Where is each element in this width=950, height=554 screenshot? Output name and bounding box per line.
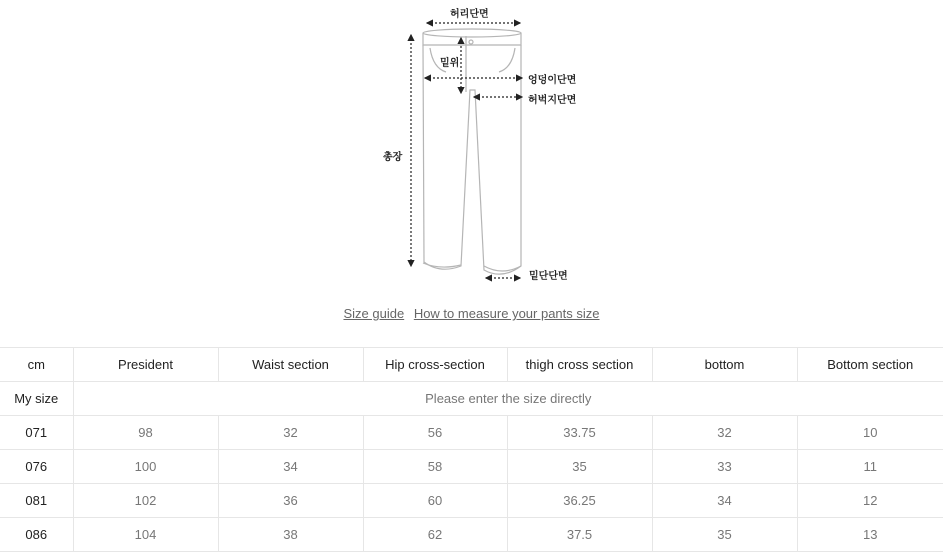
table-row <box>0 416 943 450</box>
column-header-rise: bottom <box>652 348 797 382</box>
column-header-hem: Bottom section <box>797 348 943 382</box>
how-to-measure-link[interactable]: How to measure your pants size <box>413 306 600 321</box>
table-cell: 11 <box>797 450 943 484</box>
my-size-label: My size <box>0 382 73 416</box>
table-cell: 12 <box>797 484 943 518</box>
column-header-hip: Hip cross-section <box>363 348 507 382</box>
size-cell: 071 <box>0 416 73 450</box>
table-cell: 98 <box>73 416 218 450</box>
table-cell: 13 <box>797 518 943 552</box>
table-row <box>0 484 943 518</box>
table-cell: 34 <box>218 450 363 484</box>
table-cell: 100 <box>73 450 218 484</box>
thigh-label: 허벅지단면 <box>528 95 577 106</box>
column-header-waist: Waist section <box>218 348 363 382</box>
size-cell: 086 <box>0 518 73 552</box>
table-cell: 10 <box>797 416 943 450</box>
size-guide-link[interactable]: Size guide <box>343 306 405 321</box>
size-links <box>0 306 943 321</box>
pants-outline <box>423 29 521 274</box>
table-cell: 56 <box>363 416 507 450</box>
table-cell: 38 <box>218 518 363 552</box>
table-header-row <box>0 348 943 382</box>
table-cell: 36 <box>218 484 363 518</box>
my-size-message[interactable]: Please enter the size directly <box>73 382 943 416</box>
table-cell: 33 <box>652 450 797 484</box>
size-cell: 076 <box>0 450 73 484</box>
waist-label: 허리단면 <box>450 9 489 20</box>
table-row <box>0 450 943 484</box>
table-cell: 104 <box>73 518 218 552</box>
column-header-total-length: President <box>73 348 218 382</box>
size-table <box>0 347 943 552</box>
table-row <box>0 518 943 552</box>
table-cell: 32 <box>652 416 797 450</box>
table-cell: 60 <box>363 484 507 518</box>
table-cell: 62 <box>363 518 507 552</box>
table-cell: 35 <box>652 518 797 552</box>
column-header-unit: cm <box>0 348 73 382</box>
my-size-row[interactable] <box>0 382 943 416</box>
table-cell: 102 <box>73 484 218 518</box>
rise-label: 밑위 <box>440 58 460 69</box>
table-cell: 37.5 <box>507 518 652 552</box>
hem-label: 밑단단면 <box>529 271 568 282</box>
table-cell: 32 <box>218 416 363 450</box>
table-cell: 33.75 <box>507 416 652 450</box>
hip-label: 엉덩이단면 <box>528 75 577 86</box>
length-label: 총장 <box>383 152 403 163</box>
table-cell: 36.25 <box>507 484 652 518</box>
size-cell: 081 <box>0 484 73 518</box>
table-cell: 35 <box>507 450 652 484</box>
table-cell: 34 <box>652 484 797 518</box>
table-cell: 58 <box>363 450 507 484</box>
column-header-thigh: thigh cross section <box>507 348 652 382</box>
